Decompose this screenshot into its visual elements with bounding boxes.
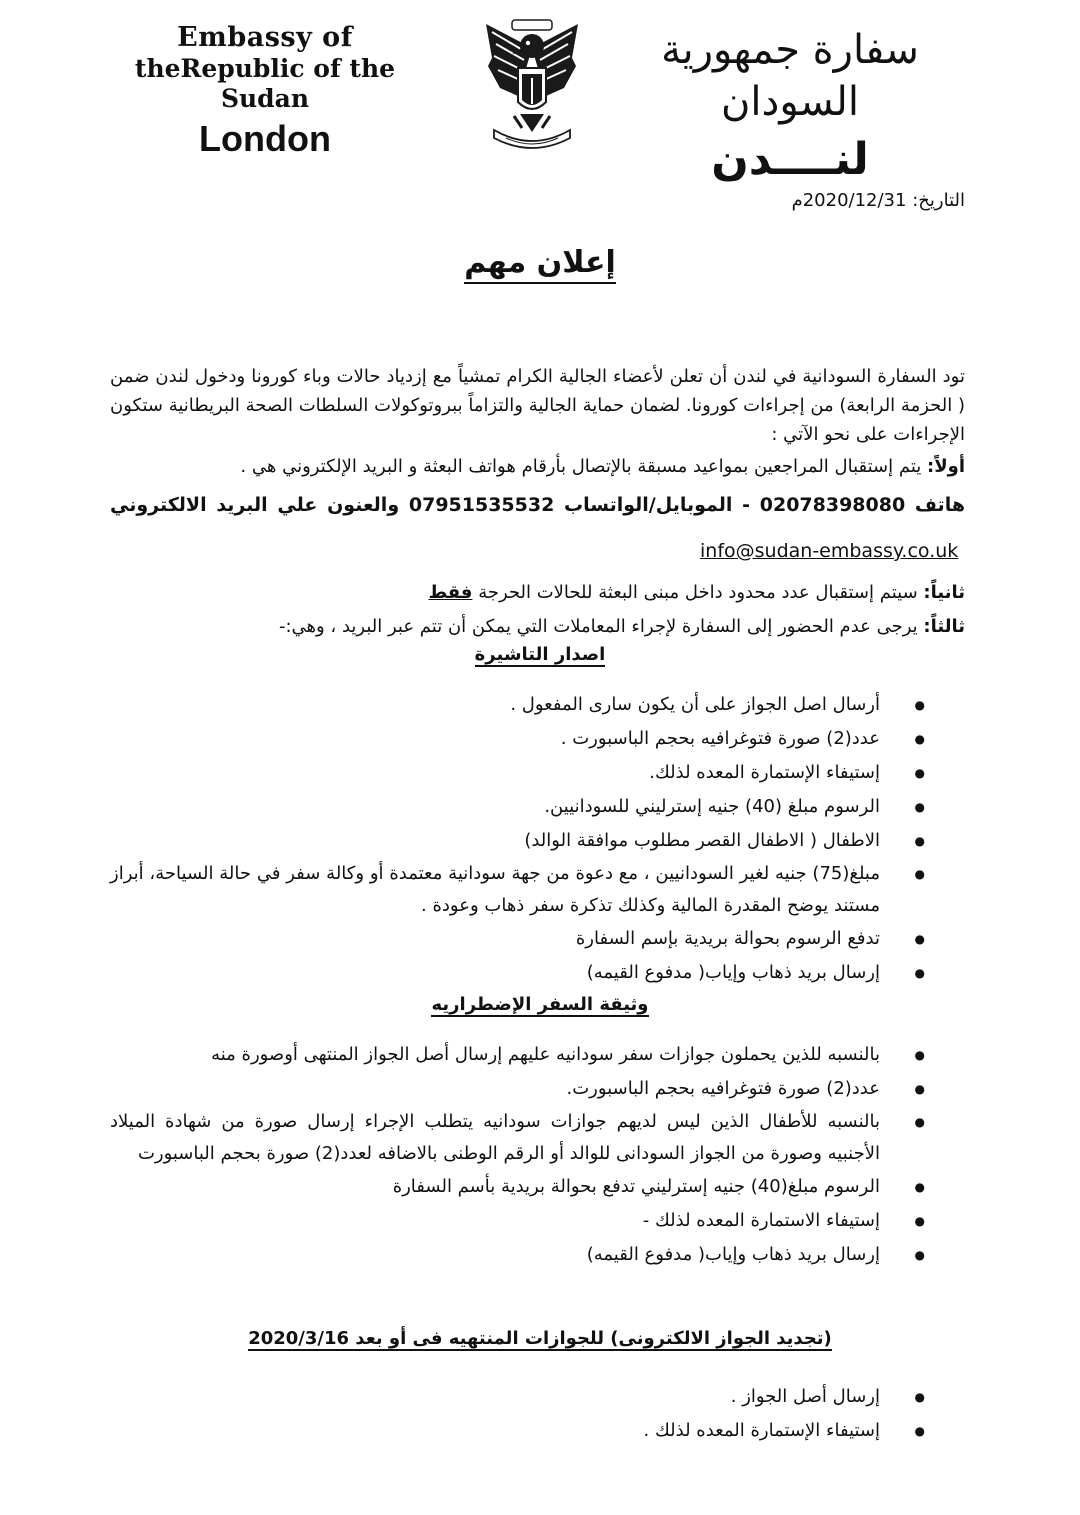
document-date	[792, 190, 965, 211]
second-point-text: سيتم إستقبال عدد محدود داخل مبنى البعثة للحالات الحرجة	[478, 582, 918, 603]
third-point-label: ثالثاً:	[923, 616, 965, 637]
list-item: ● عدد(2) صورة فتوغرافيه بحجم الباسبورت .	[110, 722, 925, 756]
passport-renewal-heading-text: (تجديد الجواز الالكترونى) للجوازات المنتهيه فى أو بعد 2020/3/16	[248, 1328, 832, 1349]
date-label: التاريخ:	[912, 190, 965, 211]
emergency-document-list	[110, 1038, 925, 1272]
second-point	[110, 578, 965, 608]
embassy-english-city: London	[199, 118, 331, 159]
embassy-english-line2: theRepublic of the Sudan	[134, 54, 396, 113]
passport-renewal-list	[110, 1380, 925, 1448]
embassy-arabic-city: لنــــدن	[711, 134, 869, 185]
embassy-arabic-line1: سفارة جمهورية السودان	[661, 27, 919, 125]
first-point-text: يتم إستقبال المراجعين بمواعيد مسبقة بالإتصال بأرقام هواتف البعثة و البريد الإلكتروني هي .	[240, 456, 922, 477]
list-item: ● الرسوم مبلغ (40) جنيه إسترليني للسودانيين.	[110, 790, 925, 824]
third-point	[110, 612, 965, 642]
list-item: ● مبلغ(75) جنيه لغير السودانيين ، مع دعوة من جهة سودانية معتمدة أو وكالة سفر في حالة السياحة، أبراز مستند يوضح المقدرة المالية وكذلك تذكرة سفر ذهاب وعودة .	[110, 858, 925, 922]
emergency-document-heading	[0, 994, 1080, 1015]
contact-phone-line: هاتف 02078398080 - الموبايل/الواتساب 07951535532 والعنون علي البريد الالكتروني	[110, 494, 966, 516]
embassy-english-line1: Embassy of	[177, 22, 353, 53]
embassy-english-header	[100, 22, 430, 162]
list-item: ● إستيفاء الإستمارة المعده لذلك .	[110, 1414, 925, 1448]
second-point-emphasis: فقط	[428, 582, 473, 603]
list-item: ● أرسال اصل الجواز على أن يكون سارى المفعول .	[110, 688, 925, 722]
list-item: ● إرسال بريد ذهاب وإياب( مدفوع القيمه)	[110, 1238, 925, 1272]
third-point-text: يرجى عدم الحضور إلى السفارة لإجراء المعاملات التي يمكن أن تتم عبر البريد ، وهي:-	[278, 616, 918, 637]
contact-email-link[interactable]: info@sudan-embassy.co.uk	[700, 540, 959, 562]
passport-renewal-heading	[0, 1328, 1080, 1349]
date-value: 2020/12/31م	[791, 190, 907, 211]
list-item: ● إرسال بريد ذهاب وإياب( مدفوع القيمه)	[110, 956, 925, 990]
first-point-label: أولاً:	[927, 456, 965, 477]
embassy-arabic-header	[600, 24, 980, 188]
emergency-document-heading-text: وثيقة السفر الإضطراريه	[431, 994, 649, 1015]
list-item: ● الرسوم مبلغ(40) جنيه إسترليني تدفع بحوالة بريدية بأسم السفارة	[110, 1170, 925, 1204]
list-item: ● عدد(2) صورة فتوغرافيه بحجم الباسبورت.	[110, 1072, 925, 1106]
list-item: ● إستيفاء الإستمارة المعده لذلك.	[110, 756, 925, 790]
intro-paragraph: تود السفارة السودانية في لندن أن تعلن لأعضاء الجالية الكرام تمشياً مع إزدياد حالات وباء كورونا ودخول لندن ضمن ( الحزمة الرابعة) من إجراءات كورونا. لضمان حماية الجالية والتزاماً ببروتوكولات السلطات الصحة البريطانية ستكون الإجراءات على نحو الآتي :	[110, 366, 965, 445]
visa-heading-text: اصدار التاشيرة	[474, 644, 606, 665]
sudan-coat-of-arms-icon	[478, 18, 586, 150]
visa-heading	[0, 644, 1080, 665]
page-title	[0, 245, 1080, 280]
list-item: ● الاطفال ( الاطفال القصر مطلوب موافقة الوالد)	[110, 824, 925, 858]
list-item: ● بالنسبه للذين يحملون جوازات سفر سودانيه عليهم إرسال أصل الجواز المنتهى أوصورة منه	[110, 1038, 925, 1072]
second-point-label: ثانياً:	[923, 582, 965, 603]
list-item: ● تدفع الرسوم بحوالة بريدية بإسم السفارة	[110, 922, 925, 956]
visa-requirements-list	[110, 688, 925, 990]
list-item: ● بالنسبه للأطفال الذين ليس لديهم جوازات سودانيه يتطلب الإجراء إرسال صورة من شهادة الميلاد الأجنبيه وصورة من الجواز السودانى للوالد أو الرقم الوطنى بالاضافه لعدد(2) صورة بحجم الباسبورت	[110, 1106, 925, 1170]
list-item: ● إرسال أصل الجواز .	[110, 1380, 925, 1414]
list-item: ● إستيفاء الاستمارة المعده لذلك -	[110, 1204, 925, 1238]
page-title-text: إعلان مهم	[464, 245, 616, 284]
first-point	[110, 452, 965, 482]
